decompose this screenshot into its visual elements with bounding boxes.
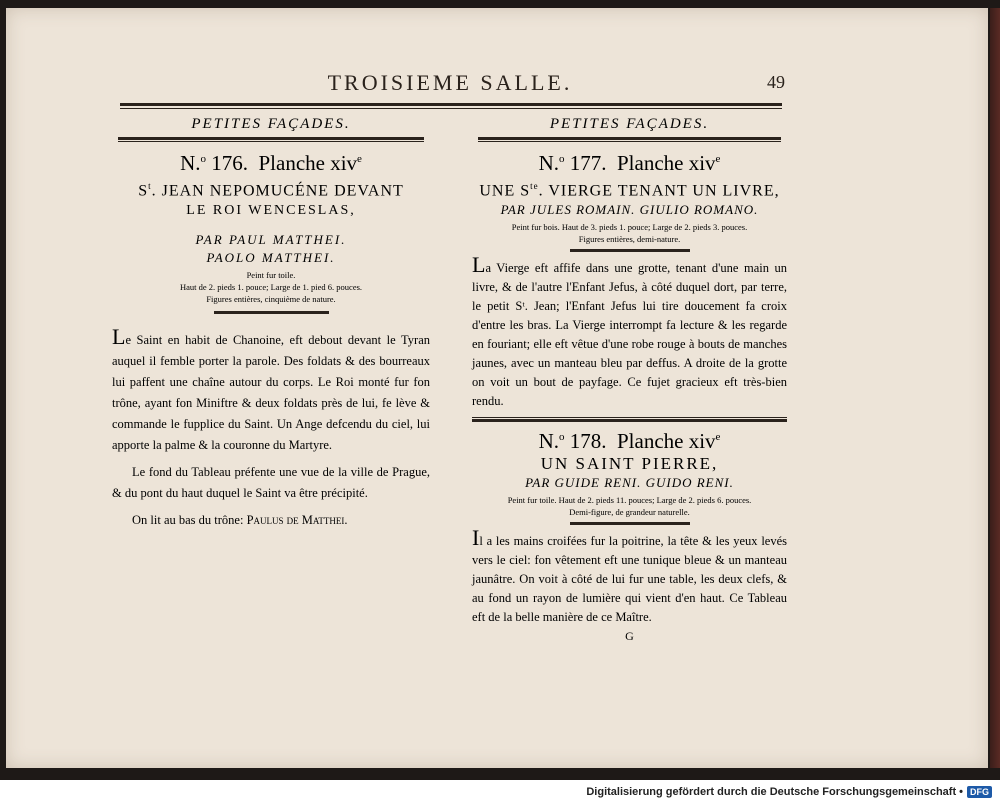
right-column [472,116,787,644]
artist-name-italian: PAOLO MATTHEI. [206,250,336,266]
digitization-footer: Digitalisierung gefördert durch die Deutsche Forschungsgemeinschaft • DFG [0,780,1000,804]
description-paragraph: Le Saint en habit de Chanoine, eft debout devant le Tyran auquel il femble porter la parole. Des foldats & des bourreaux lui paffent une chaîne autour du corps. Le Roi monté fur fon trône, ayant fon Miniftre & deux foldats près de lui, fe lève & commande le fupplice du Saint. Un Ange defcendu du ciel, lui apporte la palme & la couronne du Martyre. [112,324,430,453]
figure-scale: Figures entières, cinquième de nature. [206,294,336,305]
plate-heading: N.$^o$ 176. Planche xiv$^e$ [180,151,362,175]
dfg-logo: DFG [967,786,992,798]
figure-scale-178: Demi-figure, de grandeur naturelle. [569,507,690,518]
header-rule-thin [120,108,782,109]
section-title: PETITES FAÇADES. [549,116,710,132]
plate-heading-177: N.$^o$ 177. Planche xiv$^e$ [538,151,721,175]
dimensions: Haut de 2. pieds 1. pouce; Large de 1. pied 6. pouces. [179,282,363,293]
header-rule-thick [120,103,782,106]
description-paragraph-177: La Vierge eft affife dans une grotte, tenant d'une main un livre, & de l'autre l'Enfant Jefus, à côté duquel dort, par terre, le petit Sᵗ. Jean; l'Enfant Jefus lui tire doucement fa croix d'entre les bras. La Vierge interrompt fa lecture & les regarde en fouriant; elle eft vêtue d'une robe rouge à bouts de manches jaunes, avec un manteau bleu par deffus. A droite de la grotte on voit un bout de payfage. Ce fujet gracieux eft très-bien rendu. [472,252,787,409]
work-title: $S^t$. JEAN NEPOMUCÉNE DEVANT [138,181,404,200]
signature-mark: G [625,629,634,644]
dimensions-177: Peint fur bois. Haut de 3. pieds 1. pouce; Large de 2. pieds 3. pouces. [511,222,748,233]
inscription: Paulus de Matthei. [246,513,348,528]
plate-heading-178: N.$^o$ 178. Planche xiv$^e$ [538,429,721,454]
background-paragraph: Le fond du Tableau préfente une vue de la ville de Prague, & du pont du haut duquel le Saint va être précipité. [112,465,430,501]
running-head [115,68,785,98]
artist-name-177: PAR JULES ROMAIN. GIULIO ROMANO. [500,202,759,218]
section-title: PETITES FAÇADES. [191,116,351,132]
artist-name-178: PAR GUIDE RENI. GUIDO RENI. [525,475,734,491]
section-rule [118,137,424,142]
artist-name: PAR PAUL MATTHEI. [195,232,347,248]
plate-divider [472,417,787,422]
medium: Peint fur toile. [246,270,296,281]
work-title-177: UNE $S^{te}$. VIERGE TENANT UN LIVRE, [479,181,780,200]
dimensions-178: Peint fur toile. Haut de 2. pieds 11. pouces; Large de 2. pieds 6. pouces. [507,495,752,506]
running-title: TROISIEME SALLE. [327,70,573,95]
figure-scale-177: Figures entières, demi-nature. [578,234,681,245]
section-rule [478,137,781,142]
book-spine [990,8,1000,768]
left-column [112,116,430,531]
funding-notice: Digitalisierung gefördert durch die Deutsche Forschungsgemeinschaft [586,786,957,798]
work-title-178: UN SAINT PIERRE, [540,454,719,474]
work-title-line-2: LE ROI WENCESLAS, [186,203,356,219]
description-paragraph-178: Il a les mains croifées fur la poitrine, la tête & les yeux levés vers le ciel: fon vêtement eft une tunique bleue & un manteau jaunâtre. On voit à côté de lui fur une table, les deux clefs, & au fond un rayon de lumière qui vient d'en haut. Ce Tableau eft de la belle manière de ce Maître. [472,525,787,625]
inscription-line: On lit au bas du trône: Paulus de Matthei. [132,513,348,528]
page-number: 49 [767,72,785,92]
